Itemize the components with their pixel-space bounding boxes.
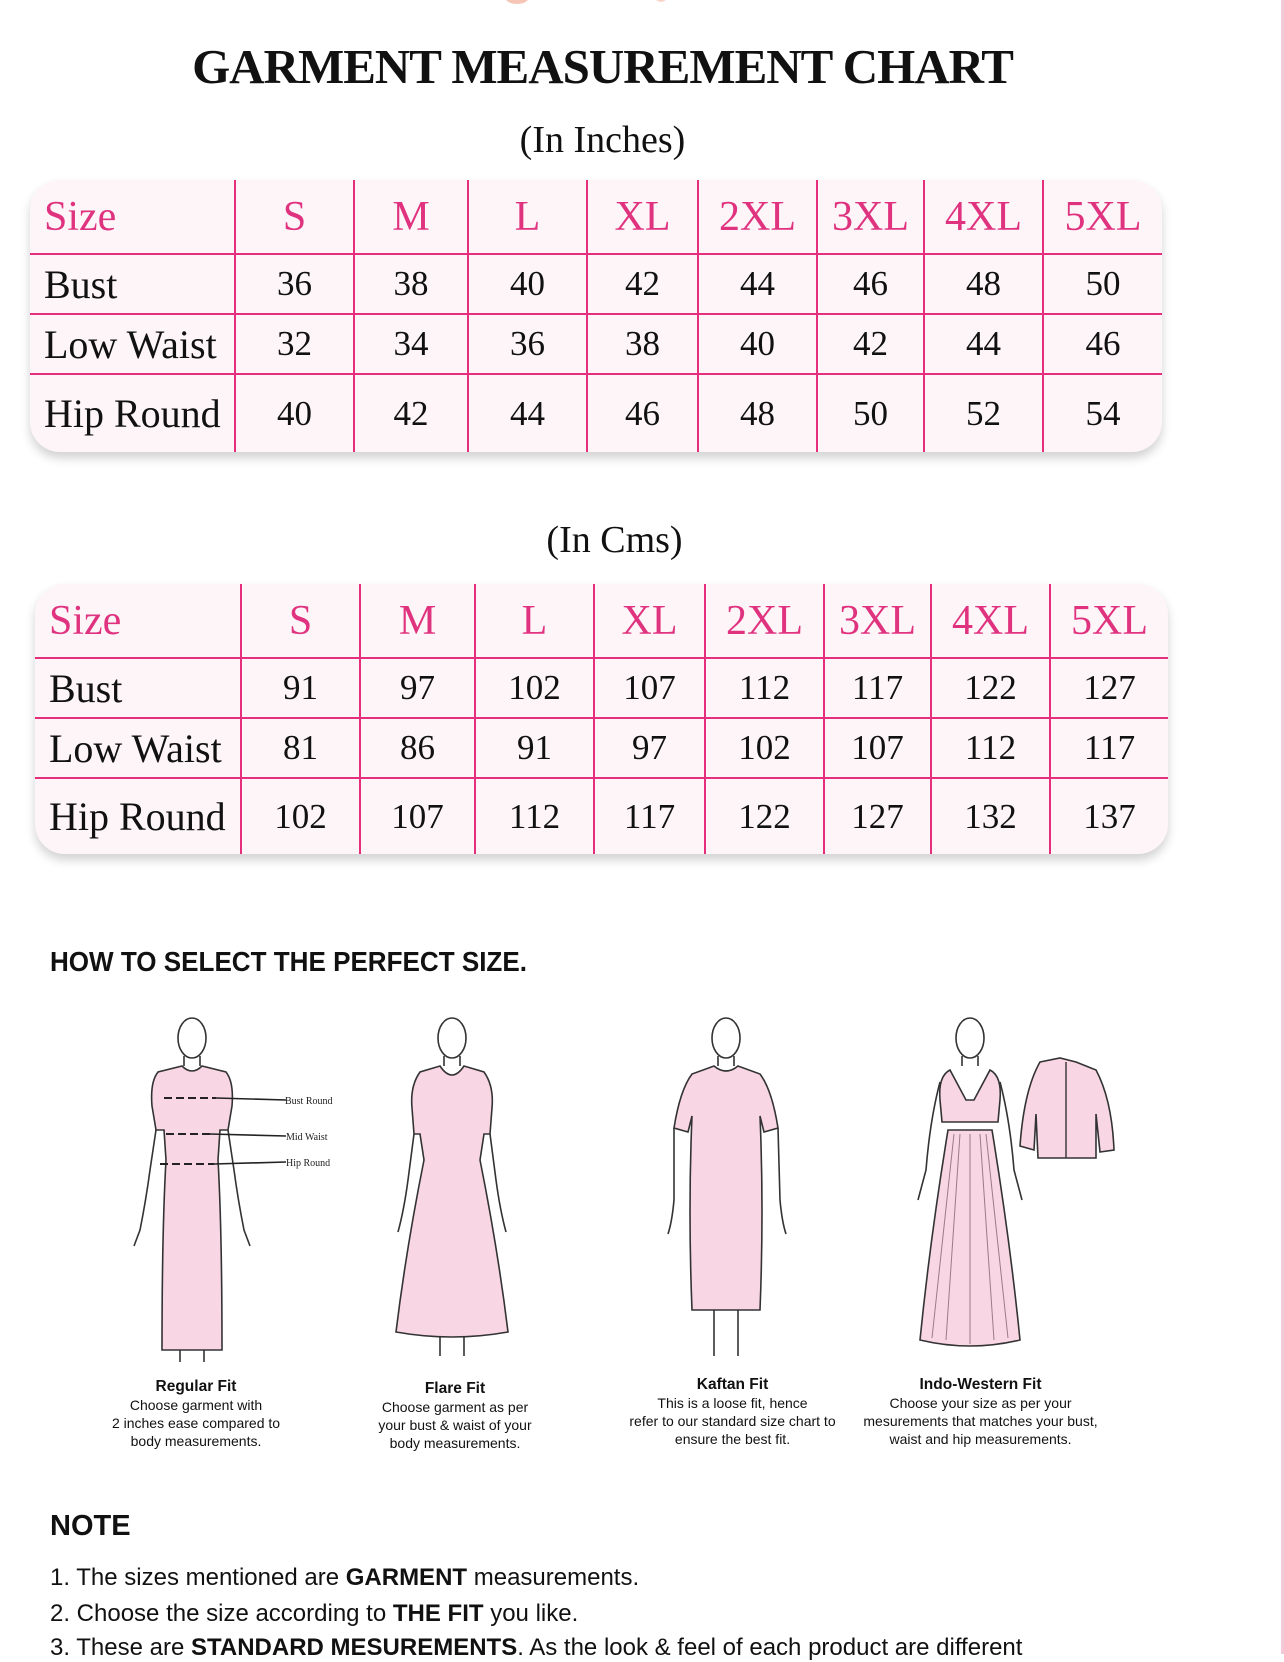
table-cell: 34	[354, 314, 468, 374]
note-emphasis: GARMENT	[345, 1564, 468, 1591]
row-label: Hip Round	[30, 374, 235, 452]
table-cell: 48	[698, 374, 817, 452]
table-cell: 137	[1050, 778, 1168, 854]
table-header-cell: XL	[587, 180, 698, 254]
table-cell: 42	[354, 374, 468, 452]
table-header-cell: 4XL	[931, 584, 1050, 658]
table-row	[30, 374, 1162, 452]
regular-fit-caption	[96, 1378, 296, 1450]
table-header-cell: M	[360, 584, 475, 658]
row-label: Low Waist	[30, 314, 235, 374]
table-cell: 81	[241, 718, 360, 778]
mid-waist-label: Mid Waist	[286, 1132, 328, 1143]
fit-desc-line: Choose garment as per	[381, 1399, 529, 1415]
table-cell: 46	[587, 374, 698, 452]
table-row	[35, 658, 1168, 718]
note-emphasis: STANDARD MESUREMENTS	[190, 1634, 518, 1661]
fit-desc-line: This is a loose fit, hence	[657, 1395, 808, 1411]
table-cell: 91	[475, 718, 594, 778]
note-emphasis: THE FIT	[392, 1600, 484, 1627]
table-cell: 38	[354, 254, 468, 314]
table-header-cell: Size	[35, 584, 241, 658]
kaftan-fit-figure	[660, 1010, 800, 1365]
table-cell: 50	[1043, 254, 1162, 314]
table-row	[35, 778, 1168, 854]
table-cell: 32	[235, 314, 354, 374]
how-to-select-heading: HOW TO SELECT THE PERFECT SIZE.	[50, 946, 527, 977]
table-header-cell: 2XL	[705, 584, 824, 658]
flare-fit-caption	[355, 1380, 555, 1452]
note-item	[50, 1600, 578, 1628]
table-header-cell: Size	[30, 180, 235, 254]
table-cell: 40	[468, 254, 587, 314]
fit-name: Regular Fit	[155, 1378, 237, 1395]
table-cell: 44	[698, 254, 817, 314]
table-cell: 132	[931, 778, 1050, 854]
table-cell: 112	[475, 778, 594, 854]
table-row	[30, 254, 1162, 314]
table-header-cell: 2XL	[698, 180, 817, 254]
fit-desc-line: mesurements that matches your bust,	[863, 1413, 1098, 1429]
table-header-cell: XL	[594, 584, 705, 658]
table-cell: 122	[705, 778, 824, 854]
row-label: Low Waist	[35, 718, 241, 778]
table-cell: 117	[1050, 718, 1168, 778]
indo-western-fit-caption	[858, 1376, 1103, 1448]
cms-size-table	[35, 584, 1168, 854]
note-text: . As the look & feel of each product are different	[517, 1634, 1023, 1661]
note-text: you like.	[483, 1600, 579, 1627]
note-text: measurements.	[467, 1564, 640, 1591]
inches-size-table	[30, 180, 1162, 452]
note-item	[50, 1564, 639, 1592]
table-cell: 102	[475, 658, 594, 718]
table-cell: 38	[587, 314, 698, 374]
table-cell: 48	[924, 254, 1043, 314]
fit-name: Flare Fit	[424, 1380, 486, 1397]
table-cell: 107	[594, 658, 705, 718]
fit-desc-line: 2 inches ease compared to	[111, 1415, 281, 1431]
table-cell: 52	[924, 374, 1043, 452]
table-header-cell: M	[354, 180, 468, 254]
note-item	[50, 1634, 1022, 1662]
cms-label: (In Cms)	[546, 519, 683, 561]
fit-desc-line: Choose your size as per your	[889, 1395, 1072, 1411]
top-decoration	[655, 0, 667, 2]
table-cell: 46	[1043, 314, 1162, 374]
table-cell: 44	[468, 374, 587, 452]
table-cell: 107	[360, 778, 475, 854]
fit-desc-line: Choose garment with	[129, 1397, 263, 1413]
note-text: 2. Choose the size according to	[50, 1600, 393, 1627]
note-heading: NOTE	[50, 1510, 131, 1542]
note-text: 3. These are	[50, 1634, 191, 1661]
fit-desc-line: body measurements.	[389, 1435, 521, 1451]
table-cell: 36	[235, 254, 354, 314]
table-header-cell: L	[468, 180, 587, 254]
row-label: Bust	[35, 658, 241, 718]
table-header-cell: 5XL	[1043, 180, 1162, 254]
table-cell: 112	[705, 658, 824, 718]
indo-western-fit-figure	[890, 1010, 1120, 1365]
table-cell: 117	[594, 778, 705, 854]
table-header-cell: 3XL	[824, 584, 931, 658]
table-cell: 46	[817, 254, 924, 314]
table-header-cell: 5XL	[1050, 584, 1168, 658]
hip-round-label: Hip Round	[286, 1158, 331, 1169]
inches-label: (In Inches)	[519, 119, 686, 161]
fit-desc-line: your bust & waist of your	[378, 1417, 532, 1433]
table-cell: 42	[817, 314, 924, 374]
table-cell: 117	[824, 658, 931, 718]
note-text: 1. The sizes mentioned are	[50, 1564, 346, 1591]
table-header-cell: S	[235, 180, 354, 254]
table-cell: 102	[705, 718, 824, 778]
table-cell: 122	[931, 658, 1050, 718]
table-cell: 91	[241, 658, 360, 718]
fit-desc-line: waist and hip measurements.	[889, 1431, 1072, 1447]
row-label: Hip Round	[35, 778, 241, 854]
table-cell: 50	[817, 374, 924, 452]
kaftan-fit-caption	[620, 1376, 845, 1448]
fit-name: Indo-Western Fit	[919, 1376, 1042, 1393]
table-cell: 86	[360, 718, 475, 778]
fit-desc-line: body measurements.	[130, 1433, 262, 1449]
table-cell: 40	[698, 314, 817, 374]
bust-round-label: Bust Round	[285, 1096, 333, 1107]
page-title: GARMENT MEASUREMENT CHART	[192, 39, 1013, 94]
top-decoration	[505, 0, 529, 4]
table-header-cell: 3XL	[817, 180, 924, 254]
table-cell: 97	[594, 718, 705, 778]
table-cell: 40	[235, 374, 354, 452]
table-cell: 97	[360, 658, 475, 718]
table-cell: 42	[587, 254, 698, 314]
row-label: Bust	[30, 254, 235, 314]
regular-fit-figure	[110, 1010, 350, 1365]
table-cell: 112	[931, 718, 1050, 778]
flare-fit-figure	[380, 1010, 530, 1365]
table-cell: 54	[1043, 374, 1162, 452]
table-header-cell: 4XL	[924, 180, 1043, 254]
table-row	[35, 718, 1168, 778]
table-cell: 127	[824, 778, 931, 854]
table-cell: 127	[1050, 658, 1168, 718]
table-row	[30, 314, 1162, 374]
table-cell: 102	[241, 778, 360, 854]
table-cell: 107	[824, 718, 931, 778]
table-header-cell: L	[475, 584, 594, 658]
table-cell: 44	[924, 314, 1043, 374]
fit-desc-line: ensure the best fit.	[674, 1431, 791, 1447]
fit-desc-line: refer to our standard size chart to	[629, 1413, 836, 1429]
table-cell: 36	[468, 314, 587, 374]
fit-name: Kaftan Fit	[696, 1376, 769, 1393]
table-header-cell: S	[241, 584, 360, 658]
